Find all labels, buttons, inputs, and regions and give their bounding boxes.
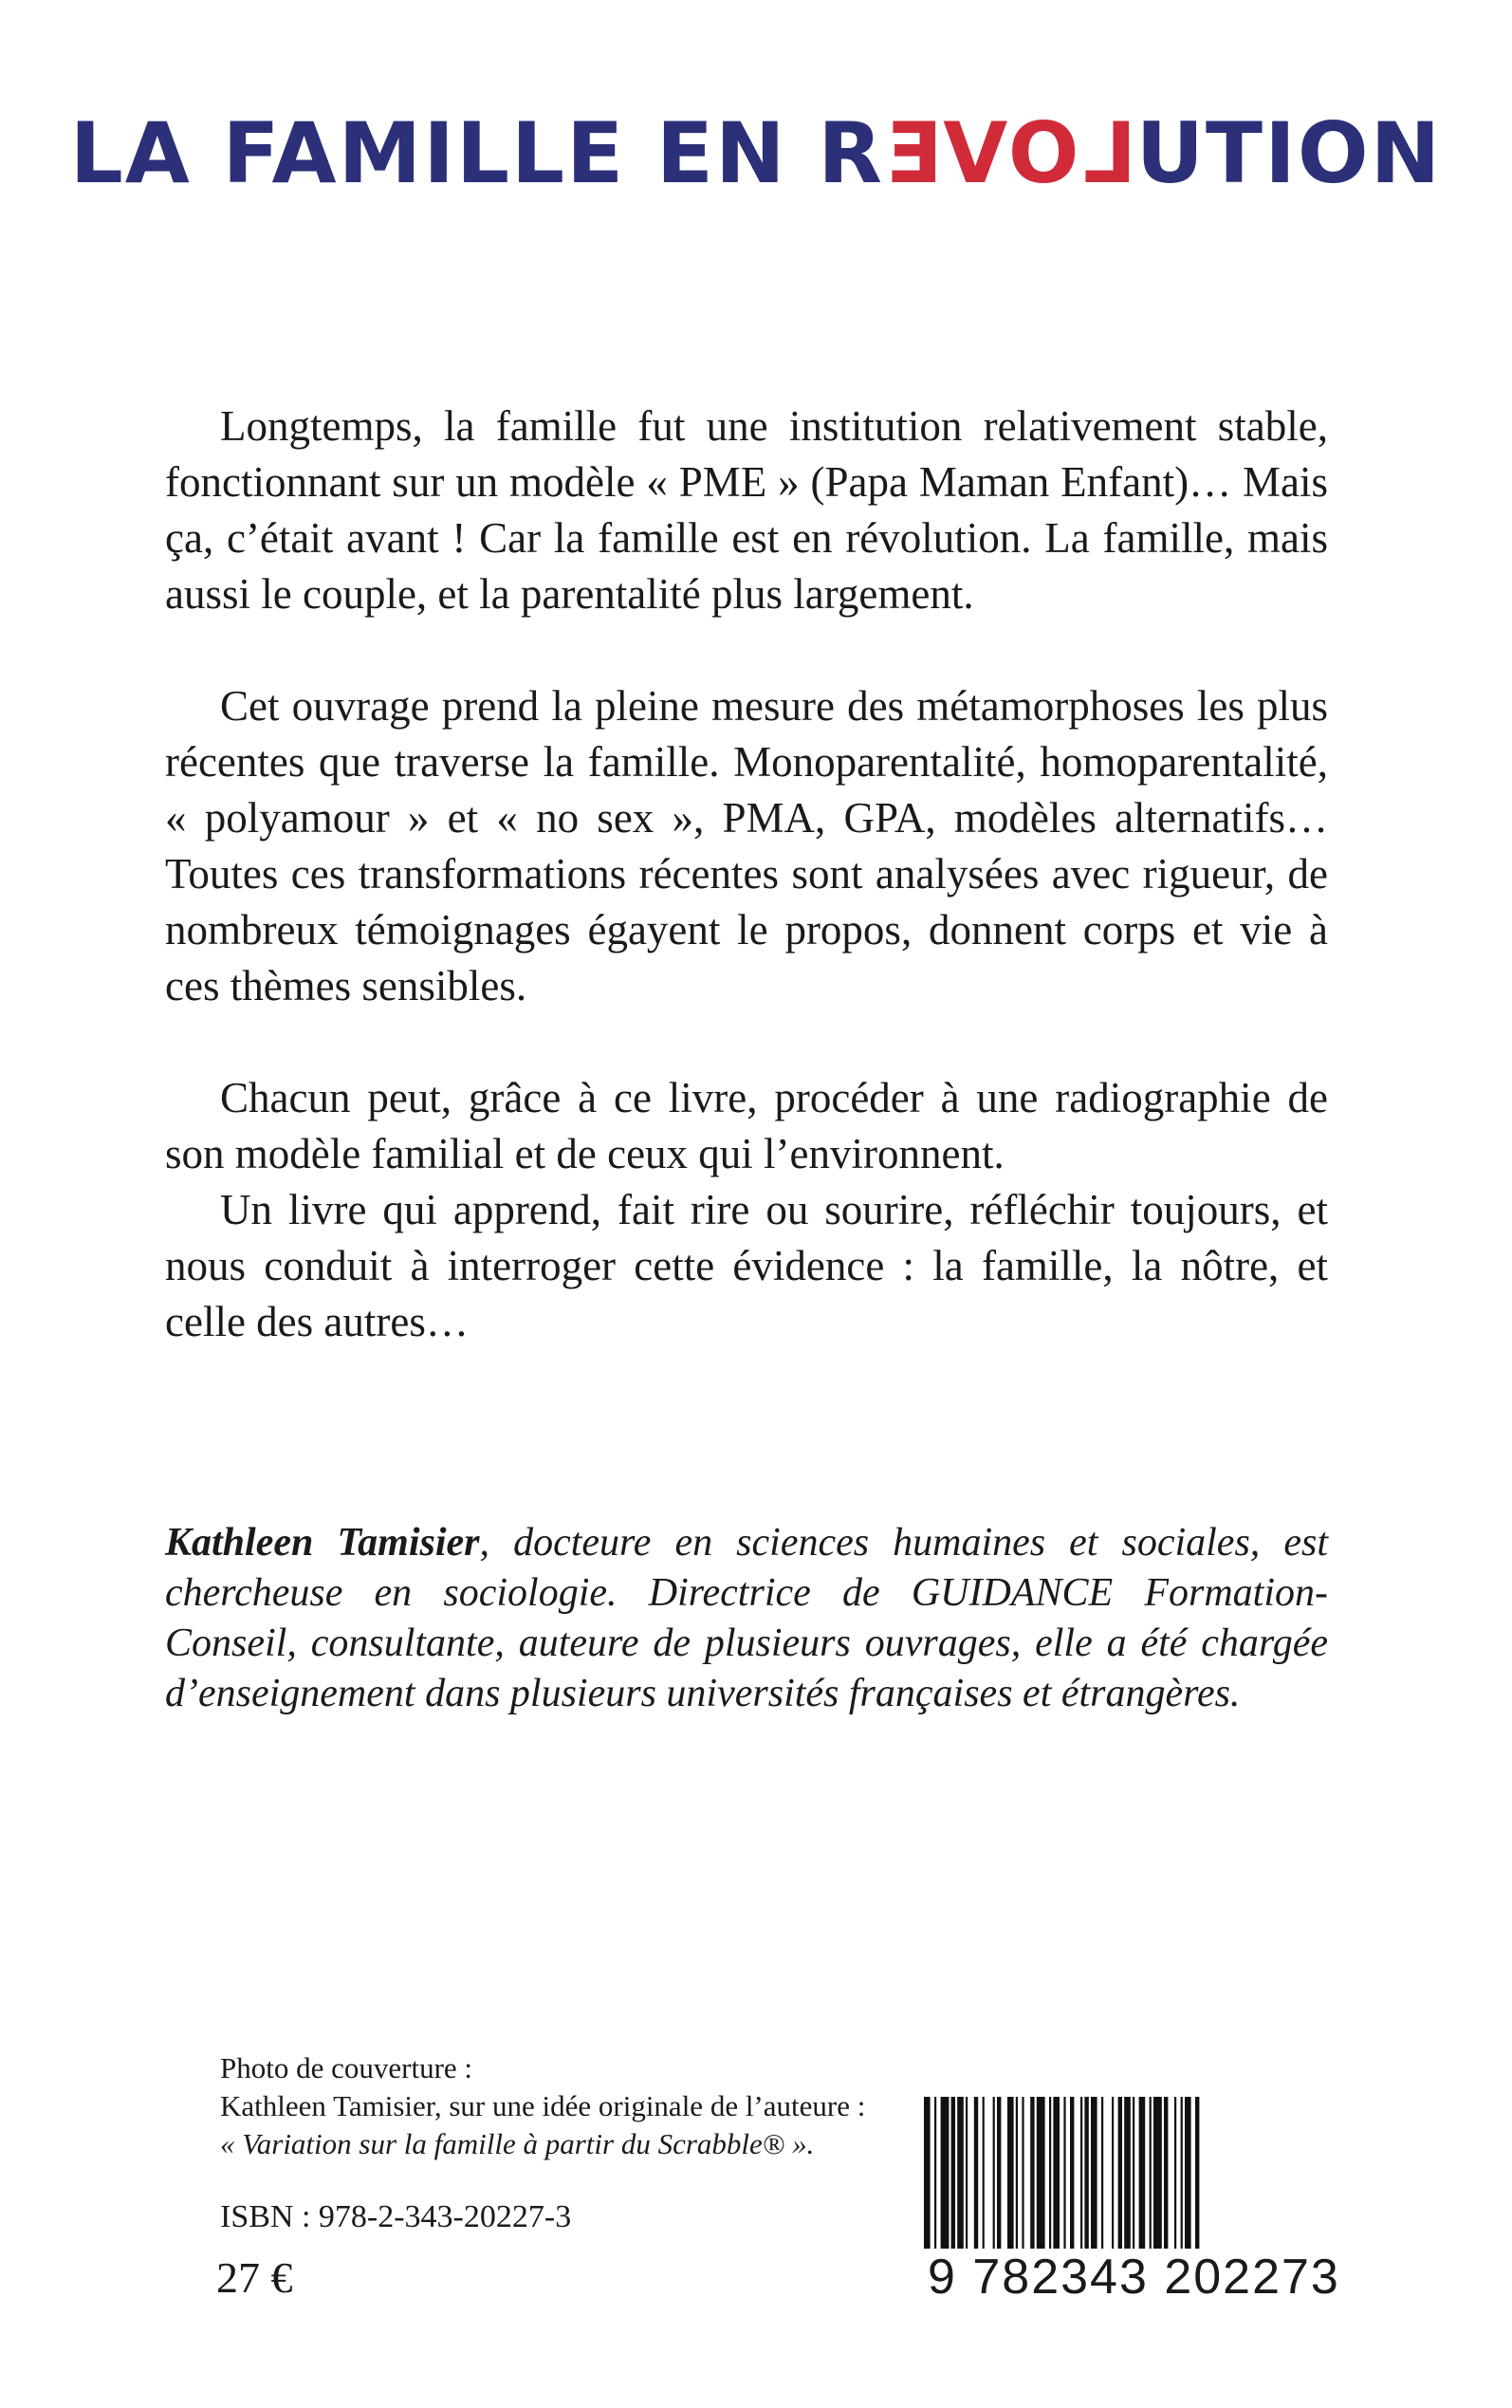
barcode-bar: [1139, 2097, 1146, 2249]
barcode-bar: [1037, 2097, 1045, 2249]
barcode-bar: [997, 2097, 1001, 2249]
barcode-bar: [1091, 2097, 1097, 2249]
barcode-bar: [993, 2097, 995, 2249]
title-letter-v: V: [943, 104, 1008, 202]
barcode-bar: [1070, 2097, 1074, 2249]
paragraph-2: Cet ouvrage prend la pleine mesure des métamorphoses les plus récentes que traverse la famille. Monoparentalité, homoparentalité, « polyamour » et « no sex », PMA, GPA, modèles alternatifs… Toutes ces transformations récentes sont analysées avec rigueur, de nombreux témoignages égayent le propos, donnent corps et vie à ces thèmes sensibles.: [165, 682, 1328, 1010]
barcode-bars: [920, 2097, 1318, 2249]
barcode-bar: [1118, 2097, 1122, 2249]
barcode-bar: [957, 2097, 964, 2249]
barcode-bar: [1053, 2097, 1060, 2249]
barcode-bar: [1022, 2097, 1023, 2249]
barcode-bar: [924, 2097, 931, 2249]
photo-credit-line-3: « Variation sur la famille à partir du Scrabble® ».: [220, 2127, 815, 2160]
book-title: [0, 104, 1512, 202]
description: [165, 398, 1328, 1350]
barcode-bar: [1195, 2097, 1199, 2249]
barcode-bar: [1007, 2097, 1014, 2249]
barcode-bar: [1049, 2097, 1051, 2249]
barcode-bar: [1133, 2097, 1134, 2249]
price: 27 €: [216, 2253, 293, 2302]
paragraph-1: Longtemps, la famille fut une institution relativement stable, fonctionnant sur un modèle « PME » (Papa Maman Enfant)… Mais ça, c’était avant ! Car la famille est en révolution. La famille, mais aussi le couple, et la parentalité plus largement.: [165, 402, 1328, 618]
barcode-bar: [1101, 2097, 1103, 2249]
barcode-bar: [1164, 2097, 1168, 2249]
photo-credit: [220, 2049, 941, 2163]
paragraph-3: Chacun peut, grâce à ce livre, procéder à une radiographie de son modèle familial et de ceux qui l’environnent.: [165, 1074, 1328, 1177]
isbn: ISBN : 978-2-343-20227-3: [220, 2199, 572, 2234]
barcode-bar: [1030, 2097, 1034, 2249]
photo-credit-line-2: Kathleen Tamisier, sur une idée originale de l’auteure :: [220, 2089, 866, 2122]
title-letter-l-reversed: L: [1080, 104, 1136, 202]
photo-credit-line-1: Photo de couverture :: [220, 2051, 473, 2084]
barcode-bar: [1112, 2097, 1114, 2249]
barcode-bar: [1185, 2097, 1191, 2249]
title-letter-o: O: [1007, 104, 1081, 202]
barcode-bar: [1124, 2097, 1131, 2249]
barcode-bar: [983, 2097, 985, 2249]
title-letter-e-reversed: E: [884, 104, 944, 202]
barcode-bar: [1181, 2097, 1183, 2249]
barcode-bar: [1016, 2097, 1018, 2249]
author-bio: [165, 1518, 1328, 1719]
title-part2: UTION: [1135, 104, 1443, 202]
paragraph-4: Un livre qui apprend, fait rire ou sourire, réfléchir toujours, et nous conduit à interroger cette évidence : la famille, la nôtre, et celle des autres…: [165, 1186, 1328, 1345]
title-part1: LA FAMILLE EN R: [69, 104, 885, 202]
barcode-bar: [966, 2097, 968, 2249]
barcode-bar: [1080, 2097, 1082, 2249]
barcode-bar: [941, 2097, 950, 2249]
barcode-bar: [1150, 2097, 1152, 2249]
barcode-bar: [1063, 2097, 1065, 2249]
barcode-digits: 9 782343 202273: [928, 2250, 1340, 2305]
barcode-bar: [974, 2097, 978, 2249]
author-bio-text: , docteure en sciences humaines et sociales, est chercheuse en sociologie. Directrice de GUIDANCE Formation-Conseil, consultante, auteure de plusieurs ouvrages, elle a été chargée d’enseignement dans plusieurs universités françaises et étrangères.: [165, 1521, 1328, 1715]
author-name: Kathleen Tamisier: [165, 1521, 480, 1565]
barcode-bar: [1174, 2097, 1176, 2249]
barcode-bar: [1153, 2097, 1162, 2249]
barcode-bar: [934, 2097, 936, 2249]
barcode-bar: [1084, 2097, 1088, 2249]
barcode-bar: [951, 2097, 955, 2249]
